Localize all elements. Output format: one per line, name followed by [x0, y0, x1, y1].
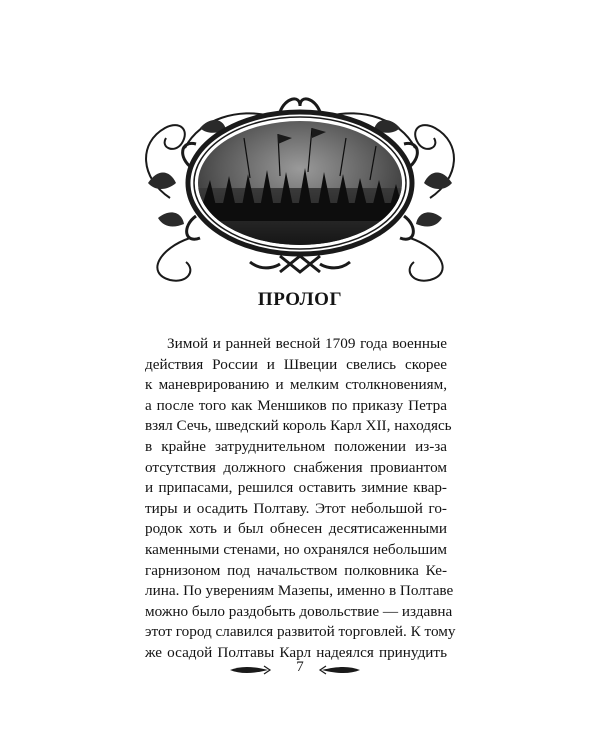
text-line: действия России и Швеции свелись скорее — [145, 355, 447, 373]
text-line: в крайне затруднительном положении из-за — [145, 437, 447, 455]
text-line: можно было раздобыть довольствие — издавна — [145, 602, 453, 620]
text-line: же осадой Полтавы Карл надеялся принудить — [145, 643, 447, 661]
ornate-cartouche-battle-scene-icon — [130, 88, 470, 288]
text-line: лина. По уверениям Мазепы, именно в Полтаве — [145, 582, 454, 600]
fleuron-right-icon — [318, 663, 362, 677]
page-number: 7 — [296, 659, 304, 675]
body-text — [145, 334, 456, 664]
chapter-title: ПРОЛОГ — [257, 289, 343, 310]
text-line: отсутствия должного снабжения провиантом — [145, 458, 447, 476]
text-line: взял Сечь, шведский король Карл XII, находясь — [145, 417, 452, 435]
text-line: этот город славился развитой торговлей. К тому — [145, 623, 456, 641]
text-line: тиры и осадить Полтаву. Этот небольшой го- — [145, 499, 447, 517]
text-line: к маневрированию и мелким столкновениям, — [145, 376, 447, 394]
page-footer — [0, 657, 600, 685]
text-line: гарнизоном под начальством полковника Ке- — [145, 561, 447, 579]
text-line: родок хоть и был обнесен десятисаженными — [145, 520, 447, 538]
text-line: Зимой и ранней весной 1709 года военные — [167, 335, 447, 352]
text-line: и припасами, решился оставить зимние квар- — [145, 479, 447, 497]
text-line: каменными стенами, но охранялся небольшим — [145, 540, 447, 558]
text-line: а после того как Меншиков по приказу Петра — [145, 396, 447, 414]
